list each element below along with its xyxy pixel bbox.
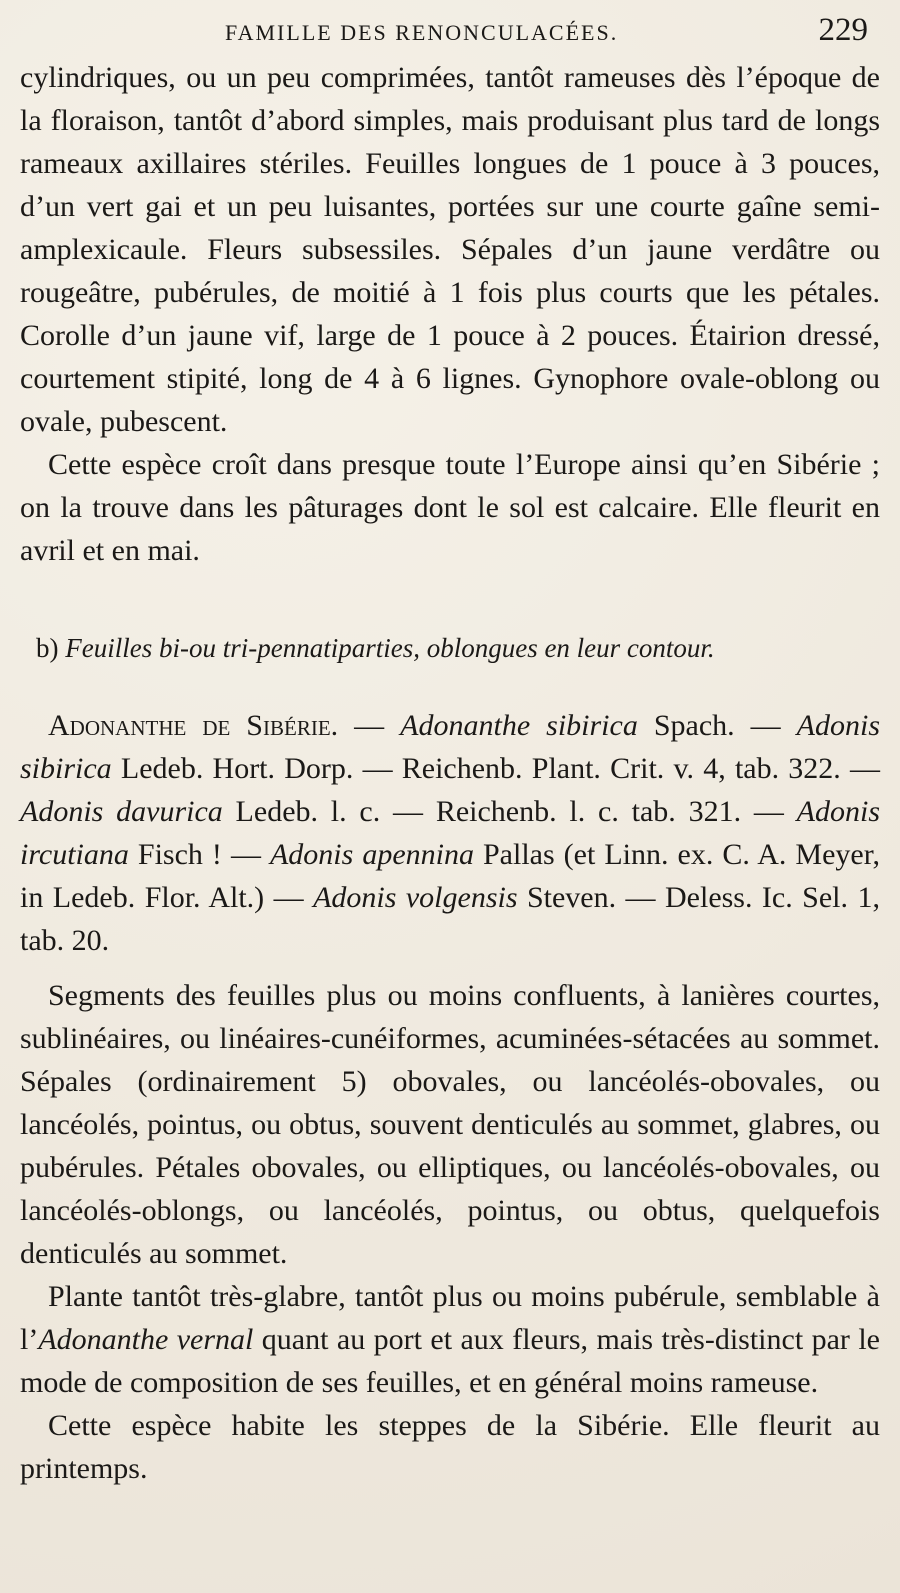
subheading-text: Feuilles bi-ou tri-pennatiparties, oblongues en leur contour. [65, 633, 715, 663]
spacer [20, 962, 880, 974]
species-citation-ledeb: Ledeb. Hort. Dorp. — Reichenb. Plant. Crit. v. 4, tab. 322. — [111, 752, 880, 785]
subheading-label: b) [36, 633, 59, 663]
comparison-text-c: quant au port et aux fleurs, mais très-distinct par le mode de composition de ses feuilles, et en général moins rameuse. [20, 1323, 880, 1399]
page-number: 229 [818, 12, 868, 48]
species-citation-steven: Steven. — Deless. Ic. Sel. 1, tab. 20. [20, 881, 880, 957]
species-name-adonis-apennina: Adonis apennina [269, 838, 474, 871]
paragraph-habitat: Cette espèce croît dans presque toute l’Europe ainsi qu’en Sibérie ; on la trouve dans les pâturages dont le sol est calcaire. Elle fleurit en avril et en mai. [20, 448, 880, 567]
species-name-adonis-ircutiana: Adonis ircutiana [20, 795, 880, 871]
running-title: FAMILLE DES RENONCULACÉES. [225, 20, 619, 45]
species-author-fisch: Fisch ! — [128, 838, 270, 871]
species-name-adonis-davurica: Adonis davurica [20, 795, 223, 828]
paragraph-morphology: Segments des feuilles plus ou moins confluents, à lanières courtes, sublinéaires, ou linéaires-cunéiformes, acuminées-sétacées au sommet. Sépales (ordinairement 5) obovales, ou lancéolés-obovales, ou lancéolés, pointus, ou obtus, souvent denticulés au sommet, glabres, ou pubérules. Pétales obovales, ou elliptiques, ou lancéolés-obovales, ou lancéolés-oblongs, ou lancéolés, pointus, ou obtus, quelquefois denticulés au sommet. [20, 979, 880, 1270]
paragraph-description-continued: cylindriques, ou un peu comprimées, tantôt rameuses dès l’époque de la floraison, tantôt d’abord simples, mais produisant plus tard de longs rameaux axillaires stériles. Feuilles longues de 1 pouce à 3 pouces, d’un vert gai et un peu luisantes, portées sur une courte gaîne semi-amplexicaule. Fleurs subsessiles. Sépales d’un jaune verdâtre ou rougeâtre, pubérules, de moitié à 1 fois plus courts que les pétales. Corolle d’un jaune vif, large de 1 pouce à 2 pouces. Étairion dressé, courtement stipité, long de 4 à 6 lignes. Gynophore ovale-oblong ou ovale, pubescent. [20, 61, 880, 438]
paragraph-comparison [20, 1275, 880, 1404]
species-name-adonanthe-vernal: Adonanthe vernal [38, 1323, 254, 1356]
section-subheading [20, 630, 880, 666]
species-citation-pallas: Pallas (et Linn. ex. C. A. Meyer, in Ledeb. Flor. Alt.) — [20, 838, 881, 914]
species-name-adonis-volgensis: Adonis volgensis [313, 881, 518, 914]
species-name-adonis-sibirica: Adonis sibirica [20, 709, 880, 785]
running-head [20, 12, 880, 56]
comparison-text-a: Plante tantôt très-glabre, tantôt plus ou moins pubérule, semblable à l’ [20, 1280, 880, 1356]
species-name-adonanthe-sibirica: Adonanthe sibirica [400, 709, 638, 742]
species-author-spach: Spach. — [637, 709, 797, 742]
species-common-name: Adonanthe de Sibérie. [48, 709, 339, 742]
page-text [20, 56, 880, 1490]
species-dash: — [338, 709, 401, 742]
species-synonymy [20, 704, 880, 962]
paragraph-distribution: Cette espèce habite les steppes de la Sibérie. Elle fleurit au printemps. [20, 1409, 880, 1485]
species-citation-reichenb: Ledeb. l. c. — Reichenb. l. c. tab. 321. — [222, 795, 797, 828]
